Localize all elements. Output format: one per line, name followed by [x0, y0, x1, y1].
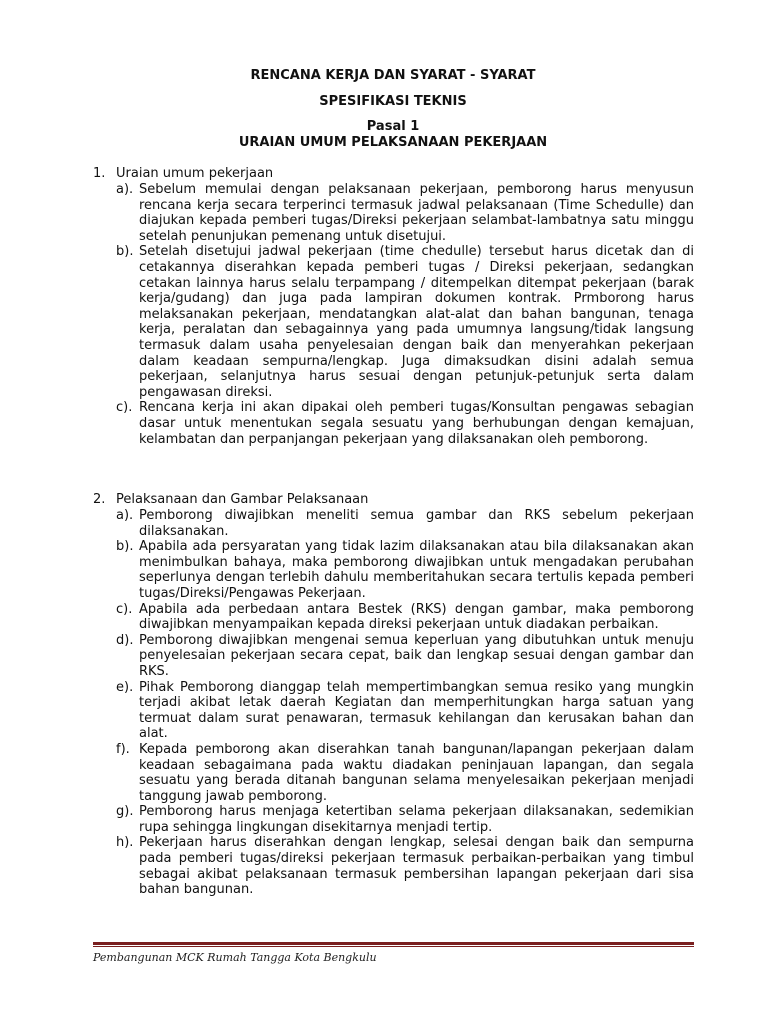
item-label: f).: [116, 741, 130, 757]
list-item: [116, 244, 694, 400]
list-item: [116, 680, 694, 742]
section-title: Uraian umum pekerjaan: [116, 166, 274, 181]
item-label: a).: [116, 508, 134, 523]
item-text: Apabila ada persyaratan yang tidak lazim dilaksanakan atau bila dilaksanakan akan menimbulkan bahaya, maka pemborong diwajibkan untuk mengadakan perubahan seperlunya dengan terlebih dahulu memberitahukan secara tertulis kepada pemberi tugas/Direksi/Pengawas Pekerjaan.: [139, 539, 694, 601]
item-label: b).: [116, 244, 134, 260]
list-item: [116, 742, 694, 804]
item-text: Setelah disetujui jadwal pekerjaan (time chedulle) tersebut harus dicetak dan di cetakannya diserahkan kepada pemberi tugas / Direksi pekerjaan, sedangkan cetakan lainnya harus selalu terpampang / ditempelkan ditempat pekerjaan (barak kerja/gudang) dan juga pada lampiran dokumen kontrak. Prmborong harus melaksanakan pekerjaan, mendatangkan alat-alat dan bahan bangunan, tenaga kerja, peralatan dan sebagainnya yang pada umumnya langsung/tidak langsung termasuk dalam usaha penyelesaian dengan baik dan menyerahkan pekerjaan dalam keadaan sempurna/lengkap. Juga dimaksudkan disini adalah semua pekerjaan, selanjutnya harus sesuai dengan petunjuk-petunjuk serta dalam pengawasan direksi.: [139, 244, 694, 400]
document-subtitle: SPESIFIKASI TEKNIS: [319, 94, 467, 109]
document-title: RENCANA KERJA DAN SYARAT - SYARAT: [250, 68, 536, 83]
pasal-label: Pasal 1: [366, 119, 420, 134]
item-text: Pemborong diwajibkan mengenai semua keperluan yang dibutuhkan untuk menuju penyelesaian pekerjaan secara cepat, baik dan lengkap sesuai dengan gambar dan RKS.: [139, 632, 694, 679]
item-label: h).: [116, 835, 134, 851]
item-text: Rencana kerja ini akan dipakai oleh pemberi tugas/Konsultan pengawas sebagian dasar untuk menentukan segala sesuatu yang berhubungan dengan kemajuan, kelambatan dan perpanjangan pekerjaan yang dilaksanakan oleh pemborong.: [139, 400, 694, 447]
item-label: g).: [116, 804, 134, 820]
list-item: [116, 804, 694, 835]
list-item: [116, 835, 694, 897]
item-label: a).: [116, 182, 134, 197]
item-text: Kepada pemborong akan diserahkan tanah bangunan/lapangan pekerjaan dalam keadaan sebagaimana pada waktu diadakan peninjauan lapangan, dan segala sesuatu yang berada ditanah bangunan selama menyelesaikan pekerjaan menjadi tanggung jawab pemborong.: [139, 741, 694, 804]
item-text: Apabila ada perbedaan antara Bestek (RKS) dengan gambar, maka pemborong diwajibkan menyampaikan kepada direksi pekerjaan untuk diadakan perbaikan.: [139, 601, 694, 633]
item-label: c).: [116, 601, 133, 617]
section-number: 2.: [93, 492, 106, 507]
item-label: d).: [116, 632, 134, 648]
list-item: [116, 182, 694, 244]
section-1-list: [116, 182, 694, 447]
list-item: [116, 633, 694, 680]
list-item: [116, 400, 694, 447]
item-text: Pihak Pemborong dianggap telah mempertimbangkan semua resiko yang mungkin terjadi akibat letak daerah Kegiatan dan memperhitungkan harga satuan yang termuat dalam surat penawaran, termasuk kehilangan dan kerusakan bahan dan alat.: [139, 679, 694, 742]
item-label: b).: [116, 539, 134, 555]
item-text: Sebelum memulai dengan pelaksanaan pekerjaan, pemborong harus menyusun rencana kerja secara terperinci termasuk jadwal pelaksanaan (Time Schedulle) dan diajukan kepada pemberi tugas/Direksi pekerjaan selambat-lambatnya satu minggu setelah penunjukan pemenang untuk disetujui.: [139, 182, 694, 244]
list-item: [116, 508, 694, 539]
footer-divider-thin: [93, 946, 694, 947]
section-2-list: [116, 508, 694, 898]
item-label: e).: [116, 679, 134, 695]
item-text: Pemborong diwajibkan meneliti semua gambar dan RKS sebelum pekerjaan dilaksanakan.: [139, 508, 694, 539]
list-item: [116, 539, 694, 601]
section-number: 1.: [93, 166, 106, 181]
footer-text: Pembangunan MCK Rumah Tangga Kota Bengkulu: [93, 951, 377, 964]
section-title: Pelaksanaan dan Gambar Pelaksanaan: [116, 492, 369, 507]
item-label: c).: [116, 400, 133, 416]
footer-divider: [93, 942, 694, 945]
item-text: Pemborong harus menjaga ketertiban selama pekerjaan dilaksanakan, sedemikian rupa sehingga lingkungan disekitarnya menjadi tertip.: [139, 804, 694, 835]
pasal-title: URAIAN UMUM PELAKSANAAN PEKERJAAN: [238, 135, 548, 150]
item-text: Pekerjaan harus diserahkan dengan lengkap, selesai dengan baik dan sempurna pada pemberi tugas/direksi pekerjaan termasuk perbaikan-perbaikan yang timbul sebagai akibat pelaksanaan termasuk pembersihan lapangan pekerjaan dari sisa bahan bangunan.: [139, 835, 694, 898]
list-item: [116, 602, 694, 633]
